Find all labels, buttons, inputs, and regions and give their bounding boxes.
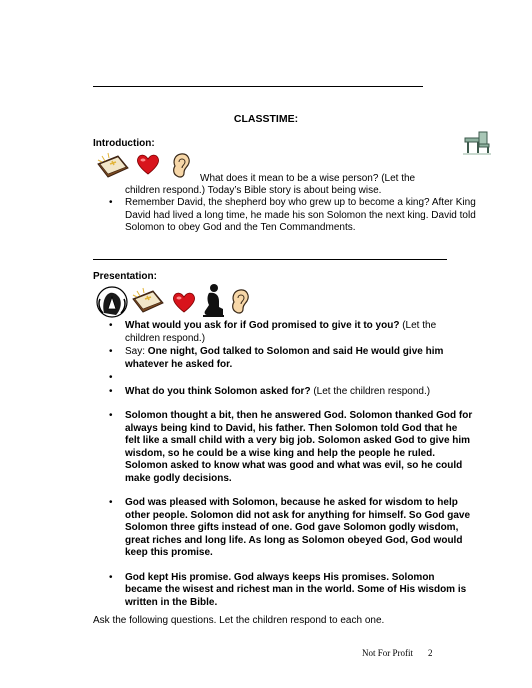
- school-desk-icon: [461, 128, 493, 159]
- intro-question: What does it mean to be a wise person? (Let the: [200, 173, 416, 184]
- bullet-normal-text: (Let the children respond.): [125, 320, 437, 344]
- presentation-heading: Presentation:: [93, 271, 157, 282]
- bullet-bold-text: One night, God talked to Solomon and said He would give him whatever he asked for.: [125, 346, 444, 370]
- footer-note: Not For Profit: [362, 648, 414, 658]
- bullet-dot: •: [109, 385, 113, 397]
- kneeling-person-icon: [201, 283, 225, 322]
- bullet-normal-text: Say:: [125, 346, 148, 357]
- ear-icon: [229, 288, 251, 319]
- list-item: [93, 386, 473, 399]
- top-rule: [93, 86, 423, 87]
- heart-icon: [135, 152, 161, 179]
- heart-icon: [171, 290, 197, 317]
- bible-icon: [131, 287, 165, 318]
- page-title: CLASSTIME:: [233, 113, 299, 125]
- ear-icon: [170, 152, 192, 183]
- page-number: 2: [428, 648, 433, 658]
- bullet-dot: •: [109, 497, 113, 508]
- list-item: [93, 197, 501, 235]
- bullet-dot: •: [109, 320, 113, 331]
- bullet-dot: •: [109, 372, 113, 383]
- bullet-bold-text: What would you ask for if God promised to give it to you?: [125, 320, 400, 331]
- presentation-bullet-list: [93, 320, 473, 609]
- bullet-bold-text: What do you think Solomon asked for?: [125, 385, 311, 397]
- bullet-bold-text: God kept His promise. God always keeps His promises. Solomon became the wisest and richest man in the world. Some of His wisdom is written in the Bible.: [125, 571, 467, 608]
- list-item: [93, 572, 473, 610]
- intro-bullet-text: Remember David, the shepherd boy who grew up to become a king? After King David had lived a long time, he made his son Solomon the next king. David told Solomon to obey God and the Ten Commandments.: [125, 197, 476, 233]
- list-item: [93, 410, 473, 485]
- bullet-bold-text: God was pleased with Solomon, because he asked for wisdom to help other people. Solomon did not ask for anything for himself. So God gave Solomon three gifts instead of one. God gave Solomon godly wisdom, great riches and long life. As long as Solomon obeyed God, God would keep this promise.: [125, 497, 471, 558]
- bullet-normal-text: (Let the children respond.): [310, 385, 431, 397]
- bullet-bold-text: Solomon thought a bit, then he answered God. Solomon thanked God for always being kind to David, his father. Then Solomon told God that he felt like a small child with a very big job. Solomon asked God to give him wisdom, so he could be a wise king and help the people he ruled. Solomon asked to know what was good and what was evil, so he could make godly decisions.: [125, 410, 473, 484]
- bullet-dot: •: [109, 571, 113, 583]
- intro-question-continued: children respond.) Today’s Bible story is about being wise.: [125, 185, 382, 196]
- list-item: [93, 372, 473, 385]
- list-item: [93, 346, 473, 371]
- middle-rule: [93, 259, 447, 260]
- bullet-dot: •: [109, 346, 113, 357]
- bible-icon: [96, 152, 130, 183]
- list-item: [93, 497, 473, 560]
- bullet-dot: •: [109, 410, 113, 421]
- intro-bullet-list: [93, 197, 501, 235]
- praying-hands-icon: [94, 285, 130, 322]
- list-item: [93, 320, 473, 345]
- bullet-dot: •: [109, 197, 113, 208]
- closing-instruction: Ask the following questions. Let the children respond to each one.: [93, 615, 385, 626]
- introduction-heading: Introduction:: [93, 138, 155, 149]
